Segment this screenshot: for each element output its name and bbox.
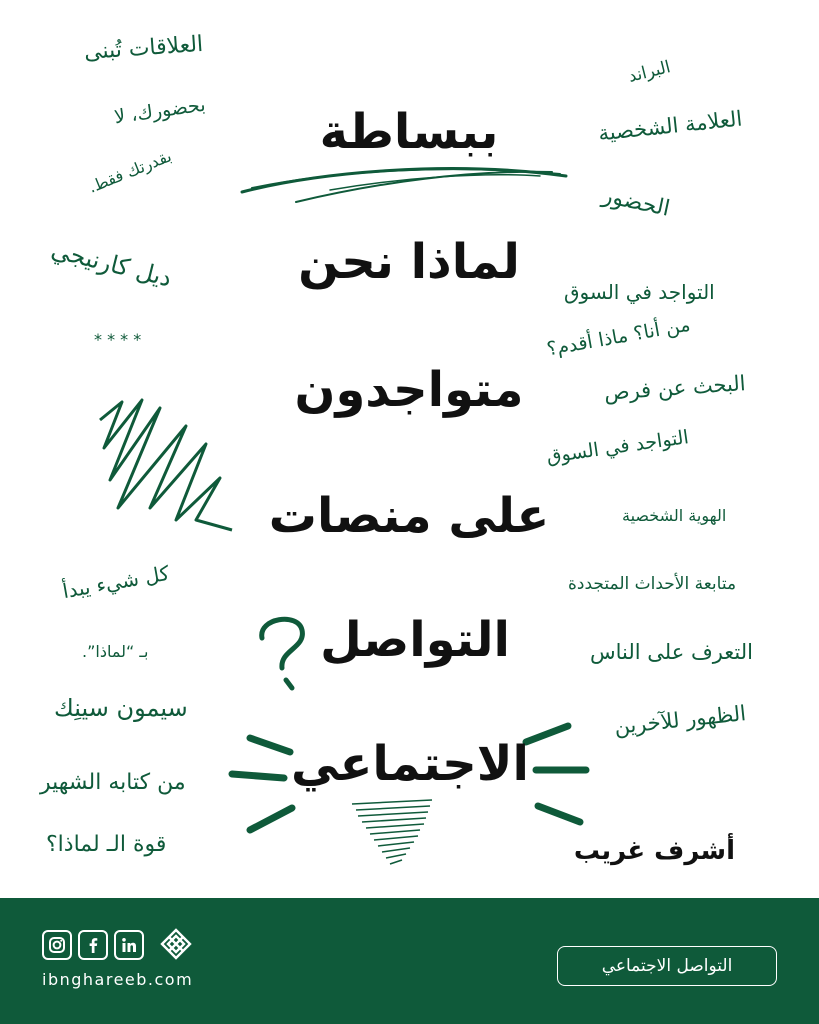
quote1-author: ديل كارنيجي xyxy=(48,235,175,293)
headline-line-6: الاجتماعي xyxy=(291,736,529,792)
quote1-line1: العلاقات تُبنى xyxy=(83,31,204,66)
note-presence: الحضور xyxy=(600,183,672,222)
quote2-line1: كل شيء يبدأ xyxy=(60,560,172,604)
author-name: أشرف غريب xyxy=(573,836,735,866)
headline-line-3: متواجدون xyxy=(294,362,524,418)
note-visibility: الظهور للآخرين xyxy=(613,701,748,739)
linkedin-icon[interactable] xyxy=(114,930,144,960)
note-personal-identity: الهوية الشخصية xyxy=(622,506,727,525)
facebook-icon[interactable] xyxy=(78,930,108,960)
quote2-source: من كتابه الشهير xyxy=(40,770,186,795)
note-personal-brand: العلامة الشخصية xyxy=(597,106,744,146)
note-meeting-people: التعرف على الناس xyxy=(590,640,753,664)
question-mark-doodle xyxy=(262,619,303,688)
quote1-line3: بقدرتك فقط. xyxy=(85,146,175,197)
headline-line-2: لماذا نحن xyxy=(298,234,520,290)
note-seeking-opportunities: البحث عن فرص xyxy=(603,371,747,405)
instagram-icon[interactable] xyxy=(42,930,72,960)
category-tag-button[interactable]: التواصل الاجتماعي xyxy=(557,946,777,986)
website-link[interactable]: ibnghareeb.com xyxy=(42,970,194,989)
headline-line-5: التواصل xyxy=(320,612,510,668)
swoosh-underline xyxy=(242,169,566,202)
note-who-am-i: من أنا؟ ماذا أقدم؟ xyxy=(545,313,692,361)
stars-decoration: * * * * xyxy=(94,330,142,349)
headline-line-4: على منصات xyxy=(268,488,550,544)
zigzag-scribble xyxy=(100,400,232,530)
note-brand: البراند xyxy=(626,57,673,87)
note-following-events: متابعة الأحداث المتجددة xyxy=(568,574,737,594)
quote2-author: سيمون سينِك xyxy=(54,694,188,722)
note-market-presence-1: التواجد في السوق xyxy=(564,280,715,304)
social-icons xyxy=(42,930,144,960)
note-market-presence-2: التواجد في السوق xyxy=(545,426,691,468)
brand-logo-icon xyxy=(160,928,192,960)
tornado-scribble xyxy=(352,800,432,864)
quote1-line2: بحضورك، لا xyxy=(112,93,207,129)
quote2-line2: بـ “لماذا”. xyxy=(82,642,149,661)
quote2-book: قوة الـ لماذا؟ xyxy=(46,832,167,857)
headline-line-1: ببساطة xyxy=(319,104,499,160)
